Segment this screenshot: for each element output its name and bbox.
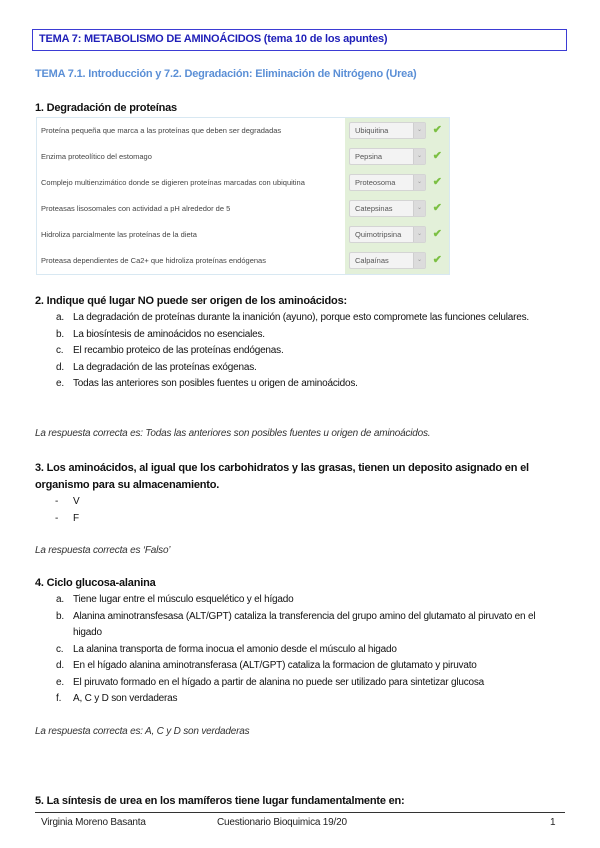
option-letter: e. <box>56 676 64 688</box>
option-letter: e. <box>56 378 64 389</box>
quiz-row <box>37 196 449 222</box>
question-1-heading: 1. Degradación de proteínas <box>35 102 177 114</box>
chevron-down-icon[interactable]: ⌄ <box>413 227 425 242</box>
option-letter: a. <box>56 594 64 605</box>
check-icon: ✔ <box>432 254 442 266</box>
check-icon: ✔ <box>432 176 442 188</box>
option-item <box>56 642 551 659</box>
quiz-row <box>37 118 449 144</box>
option-item <box>56 376 551 393</box>
answer-dropdown[interactable] <box>349 200 426 217</box>
question-3-options <box>55 494 80 527</box>
chevron-down-icon[interactable]: ⌄ <box>413 175 425 190</box>
option-text: La alanina transporta de forma inocua el amonio desde el músculo al higado <box>73 643 397 655</box>
option-text: Alanina aminotransfesasa (ALT/GPT) cataliza la transferencia del grupo amino del glutamato al piruvato en el higado <box>73 610 536 638</box>
question-3-heading-line-2: organismo para su almacenamiento. <box>35 479 220 491</box>
answer-dropdown[interactable] <box>349 148 426 165</box>
option-item <box>56 691 551 708</box>
option-text: El recambio proteico de las proteínas endógenas. <box>73 345 284 356</box>
quiz-prompt: Proteasas lisosomales con actividad a pH alrededor de 5 <box>41 204 231 213</box>
option-letter: a. <box>56 312 64 323</box>
dropdown-value: Quimotripsina <box>355 230 402 239</box>
option-item <box>56 310 551 327</box>
answer-dropdown[interactable] <box>349 226 426 243</box>
check-icon: ✔ <box>432 202 442 214</box>
chapter-title: TEMA 7: METABOLISMO DE AMINOÁCIDOS (tema 10 de los apuntes) <box>39 33 388 45</box>
quiz-row <box>37 170 449 196</box>
option-letter: f. <box>56 693 62 704</box>
quiz-row <box>37 222 449 248</box>
option-text: La degradación de proteínas durante la inanición (ayuno), porque esto compromete las funciones celulares. <box>73 312 529 323</box>
dropdown-value: Pepsina <box>355 152 383 161</box>
option-text: V <box>73 496 80 507</box>
option-item <box>56 658 551 675</box>
section-subtitle: TEMA 7.1. Introducción y 7.2. Degradación: Eliminación de Nitrógeno (Urea) <box>35 68 417 80</box>
option-letter: c. <box>56 345 64 356</box>
quiz-prompt: Hidroliza parcialmente las proteínas de la dieta <box>41 230 197 239</box>
chevron-down-icon[interactable]: ⌄ <box>413 149 425 164</box>
quiz-prompt: Enzima proteolítico del estomago <box>41 152 152 161</box>
option-dash: - <box>55 512 59 524</box>
answer-dropdown[interactable] <box>349 122 426 139</box>
check-icon: ✔ <box>432 150 442 162</box>
chevron-down-icon[interactable]: ⌄ <box>413 123 425 138</box>
matching-quiz-table <box>36 117 450 275</box>
quiz-row <box>37 248 449 274</box>
option-letter: b. <box>56 328 64 340</box>
option-text: A, C y D son verdaderas <box>73 693 178 704</box>
quiz-prompt: Proteasa dependientes de Ca2+ que hidroliza proteínas endógenas <box>41 256 266 265</box>
question-4-options <box>56 592 551 708</box>
chevron-down-icon[interactable]: ⌄ <box>413 253 425 268</box>
option-letter: b. <box>56 610 64 622</box>
dropdown-value: Ubiquitina <box>355 126 389 135</box>
option-letter: c. <box>56 643 64 655</box>
answer-dropdown[interactable] <box>349 252 426 269</box>
question-5-heading: 5. La síntesis de urea en los mamíferos tiene lugar fundamentalmente en: <box>35 795 405 807</box>
question-4-answer: La respuesta correcta es: A, C y D son verdaderas <box>35 726 250 737</box>
option-item <box>56 327 551 344</box>
option-letter: d. <box>56 660 64 671</box>
question-3-answer: La respuesta correcta es ‘Falso’ <box>35 545 171 556</box>
footer-page-number: 1 <box>550 817 556 828</box>
quiz-prompt: Complejo multienzimático donde se digieren proteínas marcadas con ubiquitina <box>41 178 305 187</box>
chapter-title-box <box>32 29 567 51</box>
option-dash: - <box>55 496 59 507</box>
quiz-row <box>37 144 449 170</box>
quiz-prompt: Proteína pequeña que marca a las proteínas que deben ser degradadas <box>41 126 282 135</box>
dropdown-value: Calpaínas <box>355 256 389 265</box>
option-text: La degradación de las proteínas exógenas. <box>73 361 257 373</box>
answer-dropdown[interactable] <box>349 174 426 191</box>
option-item <box>56 675 551 692</box>
check-icon: ✔ <box>432 124 442 136</box>
chevron-down-icon[interactable]: ⌄ <box>413 201 425 216</box>
option-text: Todas las anteriores son posibles fuentes u origen de aminoácidos. <box>73 378 358 389</box>
check-icon: ✔ <box>432 228 442 240</box>
question-4-heading: 4. Ciclo glucosa-alanina <box>35 577 156 589</box>
footer-author: Virginia Moreno Basanta <box>41 817 146 828</box>
question-2-options <box>56 310 551 393</box>
option-item <box>55 494 80 511</box>
question-2-heading: 2. Indique qué lugar NO puede ser origen de los aminoácidos: <box>35 295 347 307</box>
option-item <box>56 360 551 377</box>
footer-divider <box>35 812 565 813</box>
question-2-answer: La respuesta correcta es: Todas las anteriores son posibles fuentes u origen de aminoácidos. <box>35 428 431 439</box>
option-item <box>56 592 551 609</box>
dropdown-value: Catepsinas <box>355 204 393 213</box>
option-text: Tiene lugar entre el músculo esquelético y el hígado <box>73 594 294 605</box>
question-3-heading-line-1: 3. Los aminoácidos, al igual que los carbohidratos y las grasas, tienen un deposito asignado en el <box>35 462 529 474</box>
option-letter: d. <box>56 361 64 373</box>
option-item <box>55 511 80 528</box>
option-text: F <box>73 512 80 524</box>
footer-document-title: Cuestionario Bioquimica 19/20 <box>217 817 347 828</box>
option-text: La biosíntesis de aminoácidos no esenciales. <box>73 328 265 340</box>
dropdown-value: Proteosoma <box>355 178 396 187</box>
option-text: El piruvato formado en el hígado a partir de alanina no puede ser utilizado para sintetizar glucosa <box>73 676 485 688</box>
option-text: En el hígado alanina aminotransferasa (ALT/GPT) cataliza la formacion de glutamato y piruvato <box>73 660 477 671</box>
option-item <box>56 343 551 360</box>
option-item <box>56 609 551 642</box>
